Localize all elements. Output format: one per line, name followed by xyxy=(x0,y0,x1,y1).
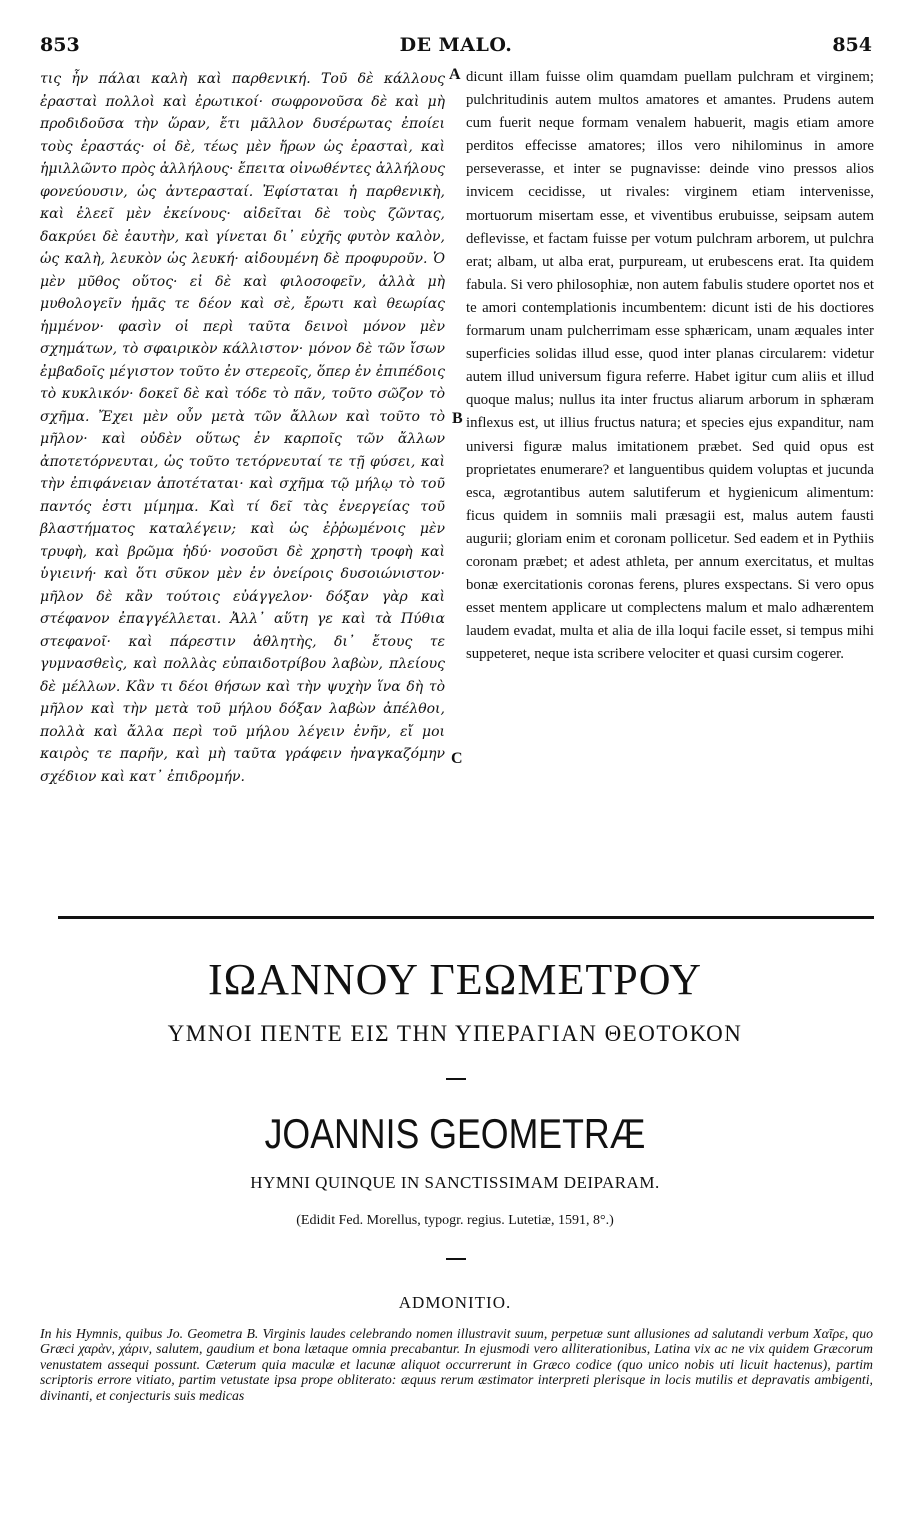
latin-text-column xyxy=(466,66,874,666)
greek-section-title: ΙΩΑΝΝΟΥ ΓΕΩΜΕΤΡΟΥ xyxy=(207,955,703,1004)
admonitio-heading: ADMONITIO. xyxy=(398,1293,512,1312)
admonitio-paragraph: In his Hymnis, quibus Jo. Geometra B. Virginis laudes celebrando nomen illustravit suum, perpetuæ sunt allusiones ad salutandi verbum Χαῖρε, quo Græci χαρὰν, χάριν, salutem, gaudium et bona lætaque omnia precabantur. In ejusmodi vero alliterationibus, Latina vix ac ne vix quidem Græcorum venustatem assequi possunt. Cæterum quia maculæ et lacunæ aliquot occurrerunt in Græco codice (quo unico nobis uti licuit hactenus), partim scriptoris errore vitiato, partim vetustate ipsa prope obliterato: æquus rerum æstimator interpreti plerisque in locis mutilis et depravatis ambigenti, divinanti, et conjecturis suis medicas xyxy=(40,1326,873,1403)
latin-section-title: JOANNIS GEOMETRÆ xyxy=(264,1110,646,1157)
running-header xyxy=(40,34,872,58)
greek-text-column xyxy=(40,68,445,788)
running-title: DE MALO. xyxy=(399,34,513,56)
short-rule xyxy=(446,1078,466,1080)
edition-note: (Edidit Fed. Morellus, typogr. regius. Lutetiæ, 1591, 8°.) xyxy=(296,1213,614,1228)
admonitio-text-block xyxy=(40,1326,873,1403)
margin-marker-c: C xyxy=(451,750,463,767)
short-rule xyxy=(446,1258,466,1260)
page-number-right: 854 xyxy=(832,34,872,56)
greek-paragraph: τις ἦν πάλαι καλὴ καὶ παρθενική. Τοῦ δὲ κάλλους ἐρασταὶ πολλοὶ καὶ ἐρωτικοί· σωφρονοῦσα δὲ καὶ μὴ προδιδοῦσα τὴν ὥραν, ἔτι μᾶλλον δυσέρωτας ἐποίει τοὺς ἐραστάς· οἱ δὲ, τέως μὲν ἤρων ὡς ἐρασταὶ, καὶ ἡμιλλῶντο πρὸς ἀλλήλους· ἔπειτα οἰνωθέντες ἀλλήλους φονεύουσιν, ὡς ἀντερασταί. Ἐφίσταται ἡ παρθενικὴ, καὶ ἐλεεῖ μὲν ἐκείνους· αἰδεῖται δὲ τοὺς ζῶντας, δακρύει δὲ ἑαυτὴν, καὶ γίνεται δι᾽ εὐχῆς φυτὸν καλὸν, ὡς καλὴ, λευκὸν ὡς λευκή· αἰδουμένη δὲ προφυροῦν. Ὁ μὲν μῦθος οὕτος· εἰ δὲ καὶ φιλοσοφεῖν, ἀλλὰ μὴ μυθολογεῖν ἡμᾶς τε δέον καὶ σὲ, ἔρωτι καὶ θεωρίας ἡμμένον· φασὶν οἱ περὶ ταῦτα δεινοὶ μόνον μὲν σχημάτων, τὸ σφαιρικὸν κάλλιστον· μόνον δὲ τῶν ἴσων ἐμβαδοῖς μέγιστον τοῦτο ἐν στερεοῖς, ὅπερ ἐν ἐπιπέδοις τὸ κυκλικόν· δοκεῖ δὲ καὶ τόδε τὸ πᾶν, τοῦτο σῶζον τὸ σχῆμα. Ἔχει μὲν οὖν μετὰ τῶν ἄλλων καὶ τοῦτο τὸ μῆλον· καὶ οὐδὲν οὕτως ἐν καρποῖς τῶν ἄλλων ἀποτετόρνευται, ὡς τοῦτο τετόρνευταί τε τῇ φύσει, καὶ τὴν ἐπιφάνειαν ἀποτέταται· καὶ σχῆμα τῷ μήλῳ τὸ τοῦ παντός ἐστι μίμημα. Καὶ τί δεῖ τὰς ἐνεργείας τοῦ βλαστήματος καταλέγειν; καὶ ὡς ἐῤῥωμένοις μὲν τρυφὴ, καὶ βρῶμα ἡδύ· νοσοῦσι δὲ χρηστὴ τροφὴ καὶ ὑγιεινή· καὶ ὅτι σῦκον μὲν ἐν ὀνείροις δυσοιώνιστον· μῆλον δὲ κἂν τούτοις εὐάγγελον· δόξαν γὰρ καὶ στέφανον ἐπαγγέλλεται. Ἀλλ᾽ αὕτη γε καὶ τὰ Πύθια στεφανοῖ· καὶ πάρεστιν ἀθλητὴς, δι᾽ ἔτους τε γυμνασθεὶς, καὶ πολλὰς εὐπαιδοτρίβου λαβὼν, πλείους δὲ μέλλων. Κἂν τι δέοι θήσων καὶ τὴν ψυχὴν ἵνα δὴ τὸ μῆλον καὶ τὴν μετὰ τοῦ μήλου δόξαν λαβὼν ἀπέλθοι, πολλὰ καὶ ἄλλα περὶ τοῦ μήλου λέγειν ἐνῆν, εἴ μοι καιρὸς τε παρῆν, καὶ μὴ ταῦτα γράφειν ἠναγκαζόμην σχέδιον καὶ κατ᾽ ἐπιδρομήν. xyxy=(40,71,445,785)
latin-paragraph: dicunt illam fuisse olim quamdam puellam pulchram et virginem; pulchritudinis autem multos amatores et amantes. Prudens autem cum fuerit neque formam venalem habuerit, magis etiam amore perditos effecisse amatores; illos vero nihilominus in amore perseverasse, et inter se pugnavisse: deinde vino pressos alios invicem cecidisse, ut rivales: virginem etiam intervenisse, mortuorum misertam esse, et viventibus erubuisse, seipsam autem deflevisse, et factam fuisse per votum pulchram arborem, ut pulchra erat; albam, ut alba erat, purpuream, ut erubescens erat. Ita quidem fabula. Si vero philosophiæ, non autem fabulis studere oportet nos et te amori contemplationis incumbentem: dicunt isti de his doctiores formarum unam pulcherrimam esse sphæricam, unam æquales inter superficies solidas illud esse, quod inter planas circularem: videtur autem illud universum figura referre. Habet igitur cum aliis et illud quoque malus; nullus ita inter fructus aliarum arborum in sphæram inflexus est, ut illius fructus natura; et species ejus expanditur, nam universi figuræ malus imitationem præbet. Sed quid opus est proprietates enumerare? et languentibus quidem voluptas et jucunda esca, ægrotantibus autem salutiferum et hygienicum alimentum: ficus quidem in somniis mali præsagii est, malus autem fausti augurii; gloriam enim et coronam pollicetur. Sed eadem et in Pythiis coronam præbet; et adest athleta, per annum exercitatus, et multas bonæ exercitationis coronas ferens, plures exspectans. Si vero opus esset mentem applicare ut complectens malum et malo adhærentem laudem evadat, multa et alia de illa loqui facile esset, si tempus mihi suppeteret, neque ista scribere velociter et quasi cursim cogerer. xyxy=(466,69,874,663)
margin-marker-a: A xyxy=(449,66,461,83)
latin-section-subtitle: HYMNI QUINQUE IN SANCTISSIMAM DEIPARAM. xyxy=(250,1173,660,1192)
greek-section-subtitle: ΥΜΝΟΙ ΠΕΝΤΕ ΕΙΣ ΤΗΝ ΥΠΕΡΑΓΙΑΝ ΘΕΟΤΟΚΟΝ xyxy=(167,1021,743,1046)
section-divider xyxy=(58,916,874,919)
page-number-left: 853 xyxy=(40,34,80,56)
margin-marker-b: B xyxy=(452,410,463,427)
